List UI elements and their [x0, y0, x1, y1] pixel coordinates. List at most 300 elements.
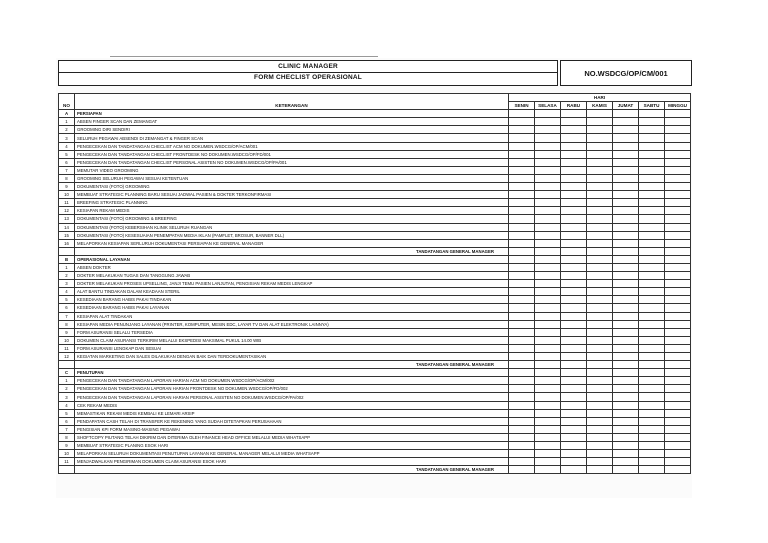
item-check-senin[interactable] [509, 336, 535, 344]
item-check-minggu[interactable] [665, 223, 691, 231]
item-check-senin[interactable] [509, 215, 535, 223]
item-check-minggu[interactable] [665, 296, 691, 304]
item-check-minggu[interactable] [665, 425, 691, 433]
item-check-jumat[interactable] [613, 239, 639, 247]
section-check-selasa[interactable] [535, 110, 561, 118]
section-check-senin[interactable] [509, 255, 535, 263]
item-check-sabtu[interactable] [639, 425, 665, 433]
item-check-jumat[interactable] [613, 223, 639, 231]
item-check-senin[interactable] [509, 450, 535, 458]
item-check-kamis[interactable] [587, 304, 613, 312]
item-check-selasa[interactable] [535, 450, 561, 458]
item-check-minggu[interactable] [665, 174, 691, 182]
item-check-jumat[interactable] [613, 393, 639, 401]
item-check-sabtu[interactable] [639, 433, 665, 441]
item-check-sabtu[interactable] [639, 458, 665, 466]
item-check-minggu[interactable] [665, 126, 691, 134]
item-check-selasa[interactable] [535, 344, 561, 352]
item-check-senin[interactable] [509, 134, 535, 142]
item-check-senin[interactable] [509, 304, 535, 312]
item-check-sabtu[interactable] [639, 312, 665, 320]
item-check-jumat[interactable] [613, 134, 639, 142]
item-check-senin[interactable] [509, 183, 535, 191]
item-check-minggu[interactable] [665, 312, 691, 320]
item-check-sabtu[interactable] [639, 142, 665, 150]
item-check-rabu[interactable] [561, 296, 587, 304]
signature-check-rabu[interactable] [561, 247, 587, 255]
item-check-jumat[interactable] [613, 344, 639, 352]
item-check-rabu[interactable] [561, 134, 587, 142]
item-check-sabtu[interactable] [639, 263, 665, 271]
item-check-jumat[interactable] [613, 425, 639, 433]
item-check-sabtu[interactable] [639, 442, 665, 450]
item-check-sabtu[interactable] [639, 344, 665, 352]
signature-check-minggu[interactable] [665, 361, 691, 369]
section-check-kamis[interactable] [587, 369, 613, 377]
item-check-sabtu[interactable] [639, 231, 665, 239]
item-check-kamis[interactable] [587, 393, 613, 401]
section-check-jumat[interactable] [613, 255, 639, 263]
item-check-sabtu[interactable] [639, 280, 665, 288]
item-check-selasa[interactable] [535, 199, 561, 207]
item-check-minggu[interactable] [665, 191, 691, 199]
item-check-selasa[interactable] [535, 118, 561, 126]
item-check-kamis[interactable] [587, 280, 613, 288]
item-check-minggu[interactable] [665, 166, 691, 174]
item-check-kamis[interactable] [587, 183, 613, 191]
section-check-minggu[interactable] [665, 110, 691, 118]
item-check-kamis[interactable] [587, 450, 613, 458]
item-check-senin[interactable] [509, 174, 535, 182]
signature-check-selasa[interactable] [535, 466, 561, 474]
item-check-jumat[interactable] [613, 385, 639, 393]
item-check-senin[interactable] [509, 296, 535, 304]
section-check-selasa[interactable] [535, 255, 561, 263]
item-check-minggu[interactable] [665, 304, 691, 312]
section-check-jumat[interactable] [613, 110, 639, 118]
item-check-minggu[interactable] [665, 272, 691, 280]
item-check-minggu[interactable] [665, 207, 691, 215]
item-check-sabtu[interactable] [639, 174, 665, 182]
signature-check-sabtu[interactable] [639, 466, 665, 474]
item-check-sabtu[interactable] [639, 288, 665, 296]
item-check-rabu[interactable] [561, 458, 587, 466]
item-check-sabtu[interactable] [639, 417, 665, 425]
item-check-kamis[interactable] [587, 442, 613, 450]
item-check-selasa[interactable] [535, 417, 561, 425]
item-check-selasa[interactable] [535, 353, 561, 361]
item-check-jumat[interactable] [613, 142, 639, 150]
signature-check-selasa[interactable] [535, 247, 561, 255]
signature-check-senin[interactable] [509, 466, 535, 474]
item-check-kamis[interactable] [587, 312, 613, 320]
item-check-kamis[interactable] [587, 215, 613, 223]
item-check-rabu[interactable] [561, 183, 587, 191]
item-check-rabu[interactable] [561, 174, 587, 182]
item-check-kamis[interactable] [587, 328, 613, 336]
item-check-selasa[interactable] [535, 393, 561, 401]
item-check-minggu[interactable] [665, 353, 691, 361]
item-check-minggu[interactable] [665, 215, 691, 223]
item-check-rabu[interactable] [561, 288, 587, 296]
item-check-sabtu[interactable] [639, 393, 665, 401]
item-check-rabu[interactable] [561, 158, 587, 166]
item-check-rabu[interactable] [561, 304, 587, 312]
item-check-sabtu[interactable] [639, 385, 665, 393]
item-check-sabtu[interactable] [639, 328, 665, 336]
item-check-kamis[interactable] [587, 458, 613, 466]
item-check-jumat[interactable] [613, 183, 639, 191]
item-check-sabtu[interactable] [639, 150, 665, 158]
item-check-senin[interactable] [509, 272, 535, 280]
item-check-kamis[interactable] [587, 118, 613, 126]
item-check-minggu[interactable] [665, 385, 691, 393]
item-check-rabu[interactable] [561, 142, 587, 150]
item-check-sabtu[interactable] [639, 223, 665, 231]
item-check-rabu[interactable] [561, 385, 587, 393]
signature-check-senin[interactable] [509, 247, 535, 255]
signature-check-sabtu[interactable] [639, 247, 665, 255]
signature-check-minggu[interactable] [665, 466, 691, 474]
signature-check-kamis[interactable] [587, 466, 613, 474]
item-check-senin[interactable] [509, 409, 535, 417]
item-check-senin[interactable] [509, 458, 535, 466]
item-check-kamis[interactable] [587, 231, 613, 239]
item-check-selasa[interactable] [535, 296, 561, 304]
item-check-sabtu[interactable] [639, 320, 665, 328]
item-check-minggu[interactable] [665, 328, 691, 336]
item-check-jumat[interactable] [613, 320, 639, 328]
item-check-senin[interactable] [509, 166, 535, 174]
item-check-senin[interactable] [509, 126, 535, 134]
item-check-jumat[interactable] [613, 118, 639, 126]
item-check-kamis[interactable] [587, 417, 613, 425]
item-check-sabtu[interactable] [639, 409, 665, 417]
signature-check-minggu[interactable] [665, 247, 691, 255]
item-check-rabu[interactable] [561, 223, 587, 231]
item-check-minggu[interactable] [665, 142, 691, 150]
item-check-rabu[interactable] [561, 425, 587, 433]
item-check-selasa[interactable] [535, 409, 561, 417]
item-check-minggu[interactable] [665, 239, 691, 247]
signature-check-jumat[interactable] [613, 247, 639, 255]
item-check-rabu[interactable] [561, 417, 587, 425]
item-check-jumat[interactable] [613, 150, 639, 158]
item-check-senin[interactable] [509, 320, 535, 328]
signature-check-sabtu[interactable] [639, 361, 665, 369]
section-check-sabtu[interactable] [639, 255, 665, 263]
item-check-minggu[interactable] [665, 344, 691, 352]
item-check-selasa[interactable] [535, 385, 561, 393]
item-check-rabu[interactable] [561, 239, 587, 247]
item-check-jumat[interactable] [613, 272, 639, 280]
item-check-senin[interactable] [509, 417, 535, 425]
item-check-jumat[interactable] [613, 312, 639, 320]
item-check-minggu[interactable] [665, 433, 691, 441]
item-check-senin[interactable] [509, 288, 535, 296]
signature-check-senin[interactable] [509, 361, 535, 369]
item-check-rabu[interactable] [561, 312, 587, 320]
item-check-selasa[interactable] [535, 328, 561, 336]
section-check-senin[interactable] [509, 369, 535, 377]
item-check-rabu[interactable] [561, 199, 587, 207]
item-check-minggu[interactable] [665, 150, 691, 158]
item-check-sabtu[interactable] [639, 353, 665, 361]
item-check-selasa[interactable] [535, 280, 561, 288]
section-check-rabu[interactable] [561, 369, 587, 377]
item-check-minggu[interactable] [665, 288, 691, 296]
item-check-senin[interactable] [509, 207, 535, 215]
item-check-selasa[interactable] [535, 223, 561, 231]
item-check-rabu[interactable] [561, 344, 587, 352]
item-check-sabtu[interactable] [639, 377, 665, 385]
item-check-kamis[interactable] [587, 150, 613, 158]
item-check-minggu[interactable] [665, 280, 691, 288]
item-check-jumat[interactable] [613, 215, 639, 223]
item-check-selasa[interactable] [535, 304, 561, 312]
item-check-kamis[interactable] [587, 377, 613, 385]
item-check-senin[interactable] [509, 425, 535, 433]
item-check-minggu[interactable] [665, 263, 691, 271]
item-check-selasa[interactable] [535, 312, 561, 320]
item-check-selasa[interactable] [535, 207, 561, 215]
item-check-rabu[interactable] [561, 442, 587, 450]
item-check-selasa[interactable] [535, 272, 561, 280]
item-check-kamis[interactable] [587, 296, 613, 304]
item-check-selasa[interactable] [535, 425, 561, 433]
signature-check-jumat[interactable] [613, 466, 639, 474]
item-check-minggu[interactable] [665, 450, 691, 458]
item-check-selasa[interactable] [535, 336, 561, 344]
item-check-sabtu[interactable] [639, 207, 665, 215]
item-check-rabu[interactable] [561, 280, 587, 288]
item-check-senin[interactable] [509, 385, 535, 393]
item-check-jumat[interactable] [613, 401, 639, 409]
section-check-minggu[interactable] [665, 255, 691, 263]
item-check-rabu[interactable] [561, 150, 587, 158]
item-check-jumat[interactable] [613, 288, 639, 296]
item-check-senin[interactable] [509, 118, 535, 126]
item-check-sabtu[interactable] [639, 191, 665, 199]
item-check-sabtu[interactable] [639, 126, 665, 134]
section-check-senin[interactable] [509, 110, 535, 118]
item-check-minggu[interactable] [665, 458, 691, 466]
item-check-rabu[interactable] [561, 215, 587, 223]
item-check-senin[interactable] [509, 401, 535, 409]
item-check-jumat[interactable] [613, 126, 639, 134]
item-check-sabtu[interactable] [639, 272, 665, 280]
item-check-selasa[interactable] [535, 126, 561, 134]
item-check-minggu[interactable] [665, 199, 691, 207]
section-check-rabu[interactable] [561, 255, 587, 263]
item-check-kamis[interactable] [587, 134, 613, 142]
item-check-selasa[interactable] [535, 320, 561, 328]
item-check-jumat[interactable] [613, 263, 639, 271]
section-check-jumat[interactable] [613, 369, 639, 377]
item-check-kamis[interactable] [587, 174, 613, 182]
item-check-kamis[interactable] [587, 272, 613, 280]
item-check-minggu[interactable] [665, 401, 691, 409]
item-check-kamis[interactable] [587, 425, 613, 433]
item-check-jumat[interactable] [613, 304, 639, 312]
item-check-sabtu[interactable] [639, 166, 665, 174]
item-check-jumat[interactable] [613, 158, 639, 166]
item-check-kamis[interactable] [587, 207, 613, 215]
item-check-sabtu[interactable] [639, 158, 665, 166]
item-check-selasa[interactable] [535, 433, 561, 441]
item-check-kamis[interactable] [587, 344, 613, 352]
item-check-minggu[interactable] [665, 442, 691, 450]
item-check-rabu[interactable] [561, 118, 587, 126]
item-check-kamis[interactable] [587, 199, 613, 207]
item-check-rabu[interactable] [561, 433, 587, 441]
item-check-kamis[interactable] [587, 191, 613, 199]
item-check-sabtu[interactable] [639, 304, 665, 312]
item-check-rabu[interactable] [561, 166, 587, 174]
item-check-sabtu[interactable] [639, 183, 665, 191]
item-check-minggu[interactable] [665, 231, 691, 239]
item-check-rabu[interactable] [561, 377, 587, 385]
item-check-selasa[interactable] [535, 166, 561, 174]
item-check-senin[interactable] [509, 377, 535, 385]
item-check-kamis[interactable] [587, 239, 613, 247]
item-check-kamis[interactable] [587, 401, 613, 409]
item-check-jumat[interactable] [613, 166, 639, 174]
item-check-kamis[interactable] [587, 166, 613, 174]
item-check-rabu[interactable] [561, 272, 587, 280]
item-check-sabtu[interactable] [639, 239, 665, 247]
item-check-jumat[interactable] [613, 174, 639, 182]
item-check-sabtu[interactable] [639, 296, 665, 304]
item-check-sabtu[interactable] [639, 336, 665, 344]
item-check-sabtu[interactable] [639, 401, 665, 409]
item-check-rabu[interactable] [561, 450, 587, 458]
item-check-minggu[interactable] [665, 377, 691, 385]
item-check-kamis[interactable] [587, 223, 613, 231]
item-check-jumat[interactable] [613, 296, 639, 304]
item-check-kamis[interactable] [587, 158, 613, 166]
item-check-kamis[interactable] [587, 126, 613, 134]
item-check-minggu[interactable] [665, 393, 691, 401]
item-check-senin[interactable] [509, 263, 535, 271]
signature-check-selasa[interactable] [535, 361, 561, 369]
item-check-sabtu[interactable] [639, 215, 665, 223]
item-check-minggu[interactable] [665, 417, 691, 425]
item-check-rabu[interactable] [561, 191, 587, 199]
section-check-sabtu[interactable] [639, 369, 665, 377]
item-check-selasa[interactable] [535, 215, 561, 223]
item-check-senin[interactable] [509, 353, 535, 361]
item-check-kamis[interactable] [587, 385, 613, 393]
item-check-jumat[interactable] [613, 353, 639, 361]
item-check-rabu[interactable] [561, 231, 587, 239]
item-check-selasa[interactable] [535, 134, 561, 142]
item-check-senin[interactable] [509, 239, 535, 247]
item-check-kamis[interactable] [587, 336, 613, 344]
item-check-kamis[interactable] [587, 263, 613, 271]
section-check-selasa[interactable] [535, 369, 561, 377]
item-check-sabtu[interactable] [639, 199, 665, 207]
section-check-kamis[interactable] [587, 255, 613, 263]
signature-check-rabu[interactable] [561, 466, 587, 474]
item-check-rabu[interactable] [561, 320, 587, 328]
item-check-minggu[interactable] [665, 158, 691, 166]
item-check-rabu[interactable] [561, 393, 587, 401]
signature-check-jumat[interactable] [613, 361, 639, 369]
section-check-rabu[interactable] [561, 110, 587, 118]
item-check-selasa[interactable] [535, 158, 561, 166]
item-check-selasa[interactable] [535, 239, 561, 247]
item-check-senin[interactable] [509, 223, 535, 231]
item-check-selasa[interactable] [535, 174, 561, 182]
item-check-jumat[interactable] [613, 199, 639, 207]
item-check-kamis[interactable] [587, 288, 613, 296]
item-check-selasa[interactable] [535, 142, 561, 150]
item-check-jumat[interactable] [613, 458, 639, 466]
item-check-minggu[interactable] [665, 118, 691, 126]
item-check-senin[interactable] [509, 344, 535, 352]
item-check-jumat[interactable] [613, 450, 639, 458]
item-check-senin[interactable] [509, 158, 535, 166]
item-check-kamis[interactable] [587, 142, 613, 150]
signature-check-kamis[interactable] [587, 361, 613, 369]
item-check-senin[interactable] [509, 312, 535, 320]
item-check-jumat[interactable] [613, 417, 639, 425]
item-check-selasa[interactable] [535, 288, 561, 296]
item-check-selasa[interactable] [535, 183, 561, 191]
section-check-sabtu[interactable] [639, 110, 665, 118]
signature-check-kamis[interactable] [587, 247, 613, 255]
item-check-minggu[interactable] [665, 183, 691, 191]
item-check-kamis[interactable] [587, 320, 613, 328]
item-check-sabtu[interactable] [639, 118, 665, 126]
item-check-senin[interactable] [509, 393, 535, 401]
item-check-jumat[interactable] [613, 433, 639, 441]
item-check-selasa[interactable] [535, 150, 561, 158]
item-check-selasa[interactable] [535, 442, 561, 450]
item-check-jumat[interactable] [613, 336, 639, 344]
item-check-jumat[interactable] [613, 231, 639, 239]
section-check-kamis[interactable] [587, 110, 613, 118]
item-check-rabu[interactable] [561, 353, 587, 361]
item-check-sabtu[interactable] [639, 450, 665, 458]
item-check-senin[interactable] [509, 191, 535, 199]
item-check-jumat[interactable] [613, 191, 639, 199]
item-check-selasa[interactable] [535, 458, 561, 466]
item-check-minggu[interactable] [665, 409, 691, 417]
item-check-minggu[interactable] [665, 320, 691, 328]
item-check-rabu[interactable] [561, 336, 587, 344]
item-check-jumat[interactable] [613, 442, 639, 450]
item-check-senin[interactable] [509, 231, 535, 239]
item-check-senin[interactable] [509, 328, 535, 336]
item-check-senin[interactable] [509, 150, 535, 158]
item-check-kamis[interactable] [587, 433, 613, 441]
signature-check-rabu[interactable] [561, 361, 587, 369]
item-check-rabu[interactable] [561, 126, 587, 134]
item-check-minggu[interactable] [665, 134, 691, 142]
item-check-rabu[interactable] [561, 263, 587, 271]
item-check-senin[interactable] [509, 199, 535, 207]
item-check-jumat[interactable] [613, 409, 639, 417]
item-check-kamis[interactable] [587, 353, 613, 361]
item-check-selasa[interactable] [535, 191, 561, 199]
item-check-selasa[interactable] [535, 377, 561, 385]
item-check-kamis[interactable] [587, 409, 613, 417]
item-check-rabu[interactable] [561, 328, 587, 336]
section-check-minggu[interactable] [665, 369, 691, 377]
item-check-minggu[interactable] [665, 336, 691, 344]
